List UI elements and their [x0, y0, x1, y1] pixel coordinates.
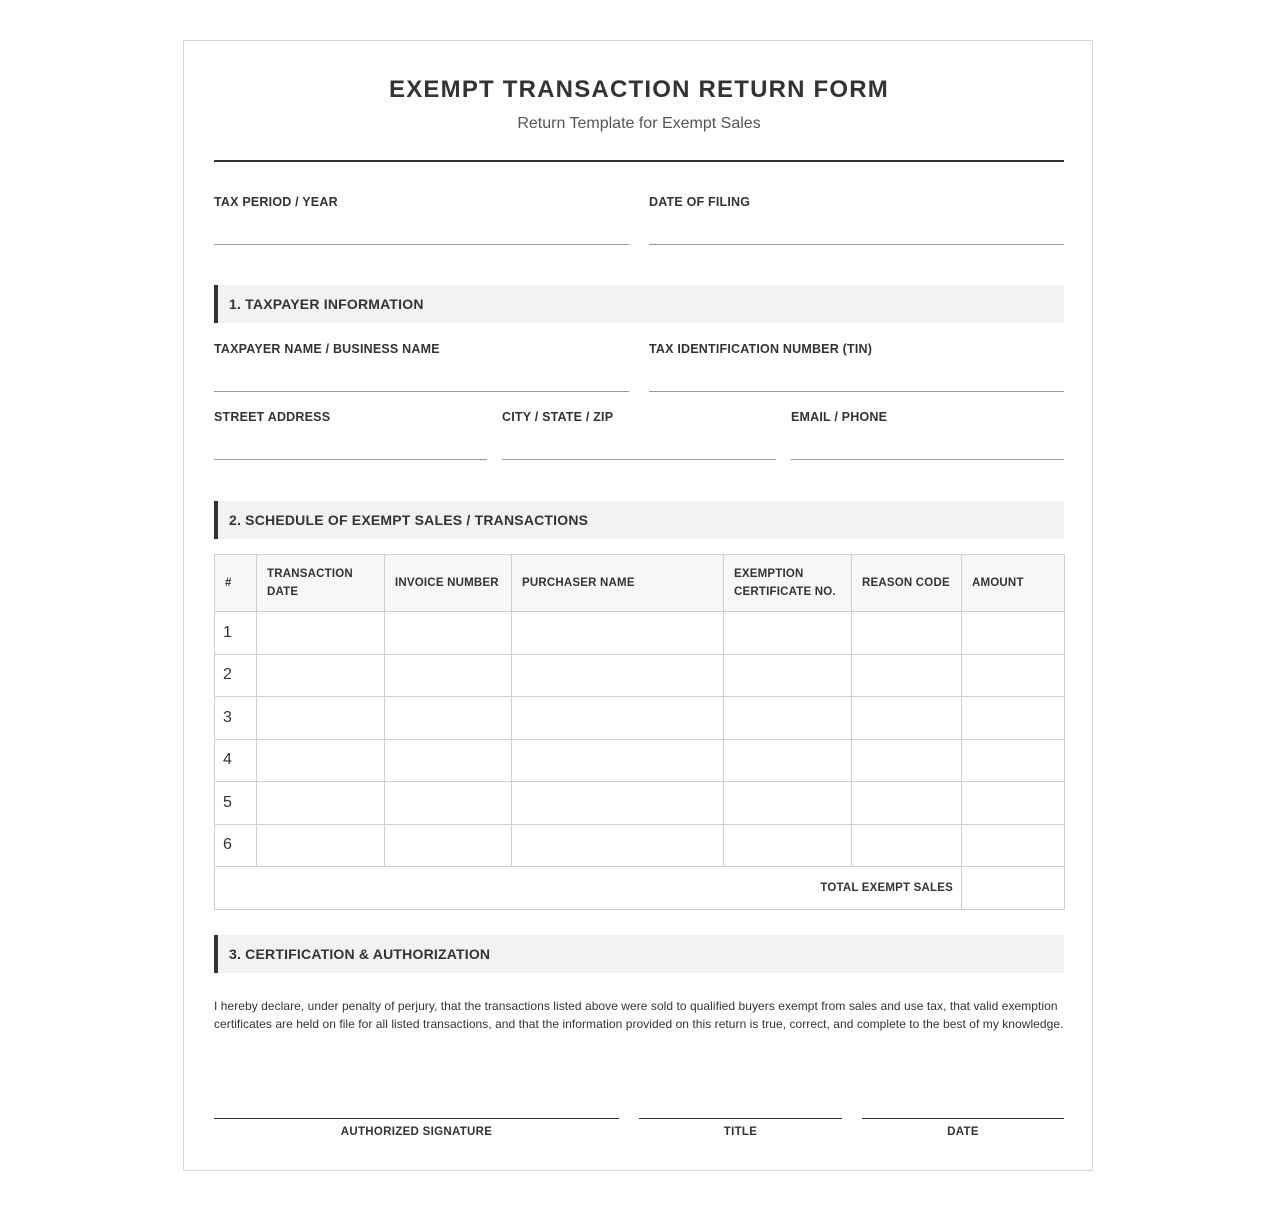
filing-date-field[interactable] [649, 195, 1064, 245]
table-header-row [215, 555, 1065, 612]
exempt-sales-table [214, 554, 1065, 910]
transaction-date-cell[interactable] [257, 739, 385, 782]
purchaser-name-cell[interactable] [512, 782, 724, 825]
table-row [215, 739, 1065, 782]
filing-date-input-line[interactable] [649, 244, 1064, 245]
purchaser-name-cell[interactable] [512, 739, 724, 782]
filing-date-label: DATE OF FILING [649, 195, 751, 209]
row-number: 1 [215, 612, 257, 655]
section-certification-heading: 3. CERTIFICATION & AUTHORIZATION [214, 935, 1064, 973]
amount-cell[interactable] [962, 612, 1065, 655]
tin-field[interactable] [649, 342, 1064, 392]
city-state-zip-field[interactable] [502, 410, 776, 460]
row-number: 6 [215, 824, 257, 867]
exemption-certificate-cell[interactable] [724, 697, 852, 740]
signature-block[interactable] [214, 1118, 619, 1158]
purchaser-name-cell[interactable] [512, 612, 724, 655]
table-row [215, 612, 1065, 655]
column-header-purchaser-name: PURCHASER NAME [512, 555, 724, 612]
signature-label: AUTHORIZED SIGNATURE [340, 1126, 493, 1138]
reason-code-cell[interactable] [852, 782, 962, 825]
reason-code-cell[interactable] [852, 612, 962, 655]
exemption-certificate-cell[interactable] [724, 612, 852, 655]
section-taxpayer-information-heading: 1. TAXPAYER INFORMATION [214, 285, 1064, 323]
tax-period-field[interactable] [214, 195, 629, 245]
table-row [215, 782, 1065, 825]
column-header-exemption-certificate: EXEMPTION CERTIFICATE NO. [724, 555, 852, 612]
exemption-certificate-cell[interactable] [724, 739, 852, 782]
table-row [215, 654, 1065, 697]
transaction-date-cell[interactable] [257, 612, 385, 655]
row-number: 4 [215, 739, 257, 782]
table-row [215, 697, 1065, 740]
city-state-zip-input-line[interactable] [502, 459, 776, 460]
email-phone-label: EMAIL / PHONE [791, 410, 888, 424]
invoice-number-cell[interactable] [385, 782, 512, 825]
amount-cell[interactable] [962, 782, 1065, 825]
total-exempt-sales-label: TOTAL EXEMPT SALES [215, 867, 962, 910]
title-line[interactable] [639, 1118, 842, 1119]
amount-cell[interactable] [962, 824, 1065, 867]
total-exempt-sales-value[interactable] [962, 867, 1065, 910]
invoice-number-cell[interactable] [385, 739, 512, 782]
reason-code-cell[interactable] [852, 697, 962, 740]
invoice-number-cell[interactable] [385, 654, 512, 697]
tin-input-line[interactable] [649, 391, 1064, 392]
column-header-reason-code: REASON CODE [852, 555, 962, 612]
reason-code-cell[interactable] [852, 824, 962, 867]
tax-period-label: TAX PERIOD / YEAR [214, 195, 338, 209]
reason-code-cell[interactable] [852, 739, 962, 782]
signature-line[interactable] [214, 1118, 619, 1119]
title-divider [214, 160, 1064, 162]
date-line[interactable] [862, 1118, 1064, 1119]
column-header-invoice-number: INVOICE NUMBER [385, 555, 512, 612]
street-address-label: STREET ADDRESS [214, 410, 331, 424]
title-block[interactable] [639, 1118, 842, 1158]
form-page [183, 40, 1093, 1171]
date-label: DATE [947, 1126, 979, 1138]
street-address-field[interactable] [214, 410, 487, 460]
transaction-date-cell[interactable] [257, 824, 385, 867]
exemption-certificate-cell[interactable] [724, 824, 852, 867]
section-schedule-heading: 2. SCHEDULE OF EXEMPT SALES / TRANSACTIONS [214, 501, 1064, 539]
transaction-date-cell[interactable] [257, 654, 385, 697]
form-subtitle: Return Template for Exempt Sales [517, 115, 761, 132]
amount-cell[interactable] [962, 697, 1065, 740]
amount-cell[interactable] [962, 654, 1065, 697]
city-state-zip-label: CITY / STATE / ZIP [502, 410, 614, 424]
form-title: EXEMPT TRANSACTION RETURN FORM [389, 76, 889, 103]
row-number: 2 [215, 654, 257, 697]
street-address-input-line[interactable] [214, 459, 487, 460]
column-header-number: # [215, 555, 257, 612]
exemption-certificate-cell[interactable] [724, 654, 852, 697]
exemption-certificate-cell[interactable] [724, 782, 852, 825]
tax-period-input-line[interactable] [214, 244, 629, 245]
taxpayer-name-label: TAXPAYER NAME / BUSINESS NAME [214, 342, 440, 356]
title-label: TITLE [723, 1126, 758, 1138]
taxpayer-name-field[interactable] [214, 342, 629, 392]
total-row [215, 867, 1065, 910]
transaction-date-cell[interactable] [257, 782, 385, 825]
row-number: 3 [215, 697, 257, 740]
table-row [215, 824, 1065, 867]
reason-code-cell[interactable] [852, 654, 962, 697]
row-number: 5 [215, 782, 257, 825]
column-header-transaction-date: TRANSACTION DATE [257, 555, 385, 612]
tin-label: TAX IDENTIFICATION NUMBER (TIN) [649, 342, 873, 356]
invoice-number-cell[interactable] [385, 824, 512, 867]
amount-cell[interactable] [962, 739, 1065, 782]
declaration-text: I hereby declare, under penalty of perjury, that the transactions listed above were sold to qualified buyers exempt from sales and use tax, that valid exemption certificates are held on file for all listed transactions, and that the information provided on this return is true, correct, and complete to the best of my knowledge. [214, 999, 1064, 1031]
taxpayer-name-input-line[interactable] [214, 391, 629, 392]
email-phone-input-line[interactable] [791, 459, 1064, 460]
column-header-amount: AMOUNT [962, 555, 1065, 612]
purchaser-name-cell[interactable] [512, 697, 724, 740]
purchaser-name-cell[interactable] [512, 824, 724, 867]
invoice-number-cell[interactable] [385, 612, 512, 655]
email-phone-field[interactable] [791, 410, 1064, 460]
form-content [214, 41, 1064, 1138]
purchaser-name-cell[interactable] [512, 654, 724, 697]
date-block[interactable] [862, 1118, 1064, 1158]
invoice-number-cell[interactable] [385, 697, 512, 740]
transaction-date-cell[interactable] [257, 697, 385, 740]
